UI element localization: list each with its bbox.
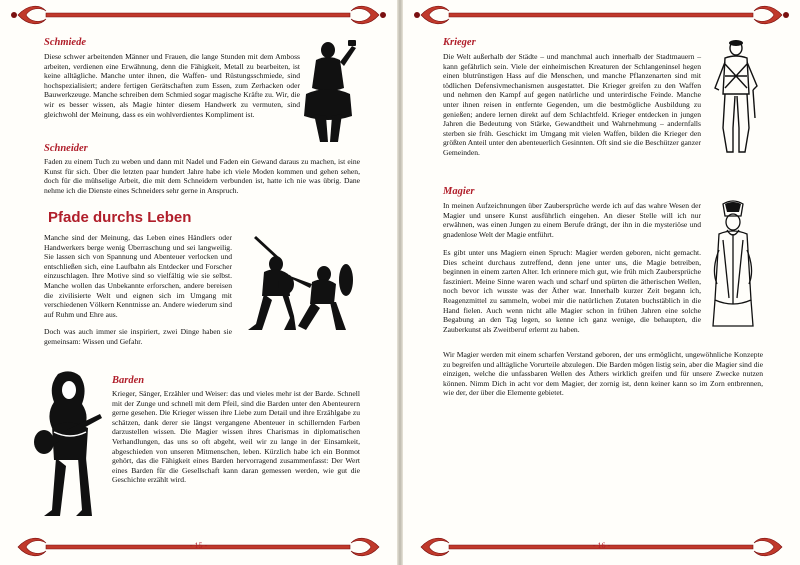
text-schneider: Faden zu einem Tuch zu weben und dann mit Nadel und Faden ein Gewand daraus zu machen, ist eine Kunst für sich. Über die letzten paar hundert Jahre habe ich viele Moden kommen und gehen sehen, doch für die mühselige Arbeit, die mit dem Schneidern verbunden ist, hatte ich nie was übrig. Dane nehme ich die Dienste eines Schneiders sehr gerne in Anspruch. — [44, 157, 360, 195]
page-number-15: - 15 - — [189, 541, 208, 550]
blacksmith-illustration — [298, 38, 358, 144]
text-pfade-1: Manche sind der Meinung, das Leben eines Händlers oder Handwerkers berge wenig Überraschung und sei langweilig. Sie lassen sich von Spannung und Abenteuer verlocken und entschließen sich, eine Laufbahn als Entdecker und Forscher einzuschlagen. Ihre Motive sind so vielfältig wie sie selbst. Manche wollen das Unbekannte erforschen, andere bereisen die zivilisierte Welt und eignen sich im Umgang mit verschiedenen Völkern Kenntnisse an. Andere wiederum sind auf Ruhm und Ehre aus. — [44, 233, 232, 319]
text-pfade-2: Doch was auch immer sie inspiriert, zwei Dinge haben sie gemeinsam: Wissen und Gefahr. — [44, 327, 232, 346]
warrior-illustration — [711, 38, 761, 158]
page-number-16: - 16 - — [592, 541, 611, 550]
top-ornament-left — [0, 2, 397, 28]
heading-pfade: Pfade durchs Leben — [48, 209, 192, 226]
text-krieger: Die Welt außerhalb der Städte – und manchmal auch innerhalb der Stadtmauern – kann gefährlich sein. Viele der einheimischen Kreaturen der Schlangeninsel hegen einen blutrünstigen Hass auf die Menschen, und manche Pflanzenarten sind mit tödlichen Defensivmechanismen ausgestattet. Die Krieger greifen zu den Waffen und nehmen den Kampf auf gegen natürliche und unterirdische Feinde. Manche unter ihnen reisen in entfernte Gegenden, um die bestmögliche Ausbildung zu genießen; andere lernen direkt auf dem Schlachtfeld. Krieger entdecken in jungen Jahren die Bedeutung von Stärke, Gewandtheit und Wahrnehmung – andernfalls sterben sie früh. Geschickt im Umgang mit vielen Waffen, bilden die Krieger den größten Anteil unter den abenteuerlich Gesinnten. Oft sind sie die Beschützer ganzer Gemeinden. — [443, 52, 701, 157]
text-magier-3: Wir Magier werden mit einem scharfen Verstand geboren, der uns ermöglicht, ungewöhnliche Konzepte zu begreifen und alltägliche Vorurteile abzulegen. Die Barden mögen listig sein, aber die Magier sind die einzigen, welche die unfassbaren Wellen des Äthers wirklich greifen und für unsere Zwecke nutzen können. Nimm Dich in acht vor dem Magier, der zornig ist, denn keiner kann so im Zorn entbrennen, wie der, der über die Elemente gebietet. — [443, 350, 763, 398]
text-magier-2: Es gibt unter uns Magiern einen Spruch: Magier werden geboren, nicht gemacht. Dies scheint durchaus zutreffend, denn jene unter uns, die Magie betreiben, beginnen in einem zarten Alter. Ich erinnere mich gut, wie früh mich Zaubersprüche fasziniert. Meine Sinne waren wach und scharf und spürten die ätherischen Wellen, noch bevor ich wusste was der Äther war. Innerhalb kurzer Zeit begann ich, Reagenzmittel zu sammeln, wobei mir die natürlichen Zutaten buchstäblich in die Hand fielen. Auch wenn nicht alle Magier schon in frühen Jahren eine solche Begabung an den Tag legen, so kenne ich ganz wenige, die behaupten, die Zauberkunst als Zweitberuf erlernt zu haben. — [443, 248, 701, 334]
heading-magier: Magier — [443, 186, 475, 197]
fencers-illustration — [236, 234, 358, 334]
top-ornament-right — [403, 2, 800, 28]
page-15 — [0, 0, 397, 565]
heading-barden: Barden — [112, 375, 145, 386]
text-barden: Krieger, Sänger, Erzähler und Weiser: das und vieles mehr ist der Barde. Schnell mit der Zunge und schnell mit dem Pfeil, sind die Barden unter den Abenteurern gerne gesehen. Die Krieger wissen ihre Liebe zum Detail und ihre Erzählgabe zu schätzen, dank derer sie längst vergangene Abenteuer in schillernden Farben darzustellen wissen. Die Magier wissen ihres Charismas in diplomatischen Verhandlungen, das uns so oft abgeht, weil wir zu lange in der Einsamkeit, abgeschieden von unseren Mitmenschen, leben. Kürzlich habe ich ein Bonmot gehört, das die Fähigkeit eines Barden hervorragend zusammenfasst: Der Wert eines Barden für die Gesellschaft kann daran gemessen werden, wie gut die Geschichte erzählt wird. — [112, 389, 360, 485]
mage-illustration — [705, 200, 761, 330]
heading-schneider: Schneider — [44, 143, 88, 154]
text-magier-1: In meinen Aufzeichnungen über Zaubersprüche werde ich auf das wahre Wesen der Magier und unsere Kunst ausführlich eingehen. An dieser Stelle will ich nur erwähnen, was einen Jungen zu einem Berufe drängt, der ihn in die mysteriöse und gnadenlose Welt der Magie entführt. — [443, 201, 701, 239]
heading-krieger: Krieger — [443, 37, 476, 48]
heading-schmiede: Schmiede — [44, 37, 86, 48]
page-16 — [403, 0, 800, 565]
text-schmiede: Diese schwer arbeitenden Männer und Frauen, die lange Stunden mit dem Amboss arbeiten, verdienen eine Erwähnung, denn die Fähigkeit, Metall zu bearbeiten, ist keine alltägliche. Manche unter ihnen, die Waffen- und Rüstungsschmiede, sind hochspezialisiert; andere fertigen Gerätschaften zum Essen, zum Zerhacken oder Bauwerkzeuge. Manche schreiben dem Schmied sogar magische Kräfte zu. Wir, die wir es besser wissen, als Magie hinter diesem Handwerk zu vermuten, sind gleichwohl der Meinung, dass es ein wohlverdientes Kompliment ist. — [44, 52, 300, 119]
bard-illustration — [30, 370, 110, 520]
